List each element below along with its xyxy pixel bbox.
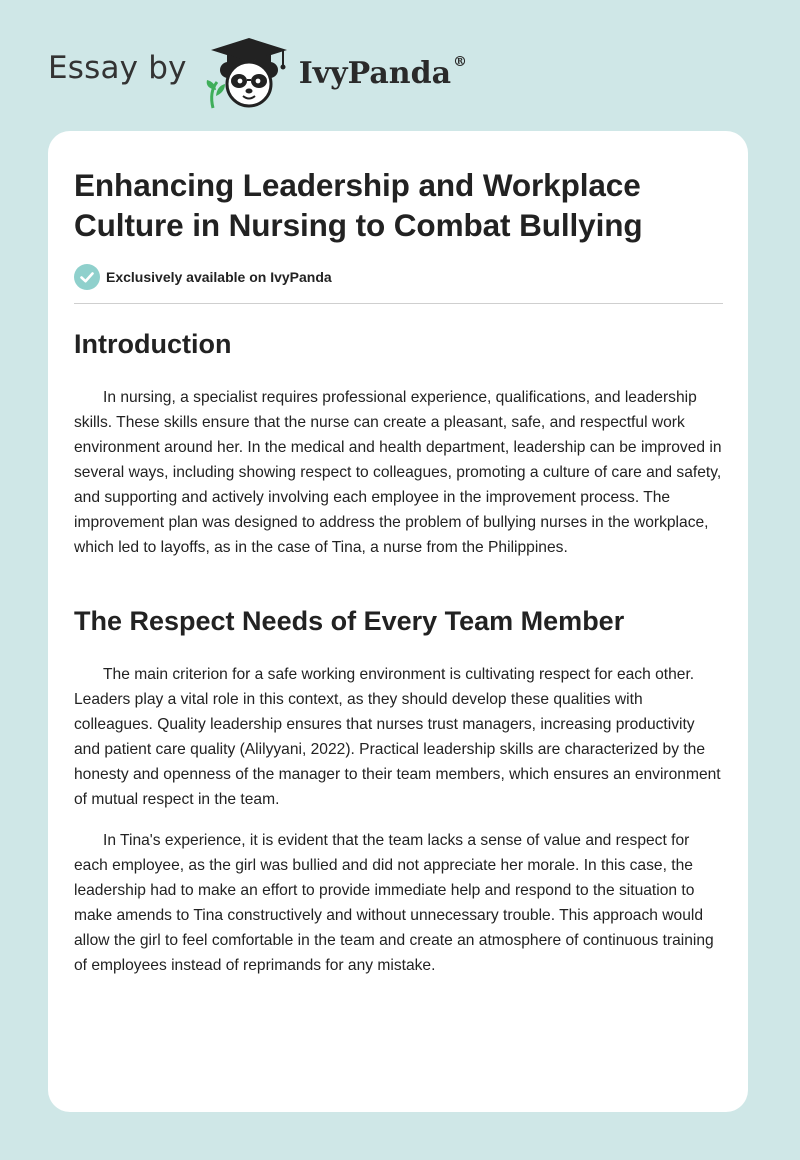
brand-name [298,53,468,91]
title-divider [74,303,723,304]
exclusive-badge-text: Exclusively available on IvyPanda [106,269,332,285]
registered-mark: ® [453,53,468,70]
check-circle-icon [74,264,100,290]
exclusive-badge [74,264,332,290]
brand-name-text: IvyPanda [298,55,452,91]
brand-prefix: Essay by [48,50,187,86]
introduction-paragraph: In nursing, a specialist requires professional experience, qualifications, and leadership skills. These skills ensure that the nurse can create a pleasant, safe, and respectful work environment around her. In the medical and health department, leadership can be improved in several ways, including showing respect to colleagues, promoting a culture of care and safety, and supporting and actively involving each employee in the improvement process. The improvement plan was designed to address the problem of bullying nurses in the workplace, which led to layoffs, as in the case of Tina, a nurse from the Philippines. [74,389,722,556]
respect-paragraph-1: The main criterion for a safe working environment is cultivating respect for each other. Leaders play a vital role in this context, as they should develop these qualities with colleagues. Quality leadership ensures that nurses trust managers, increasing productivity and patient care quality (Alilyyani, 2022). Practical leadership skills are characterized by the honesty and openness of the manager to their team members, which ensures an environment of mutual respect in the team. [74,666,721,808]
article-card [48,131,748,1112]
section-heading-respect-needs: The Respect Needs of Every Team Member [74,606,625,636]
section-heading-introduction: Introduction [74,329,232,359]
panda-logo-icon [203,34,295,110]
article-title: Enhancing Leadership and Workplace Culture in Nursing to Combat Bullying [74,167,643,243]
site-brand[interactable] [48,34,467,110]
respect-paragraph-2: In Tina's experience, it is evident that the team lacks a sense of value and respect for each employee, as the girl was bullied and did not appreciate her morale. In this case, the leadership had to make an effort to provide immediate help and respond to the situation to make amends to Tina constructively and without unnecessary trouble. This approach would allow the girl to feel comfortable in the team and create an atmosphere of continuous training of employees instead of reprimands for any mistake. [74,832,714,974]
